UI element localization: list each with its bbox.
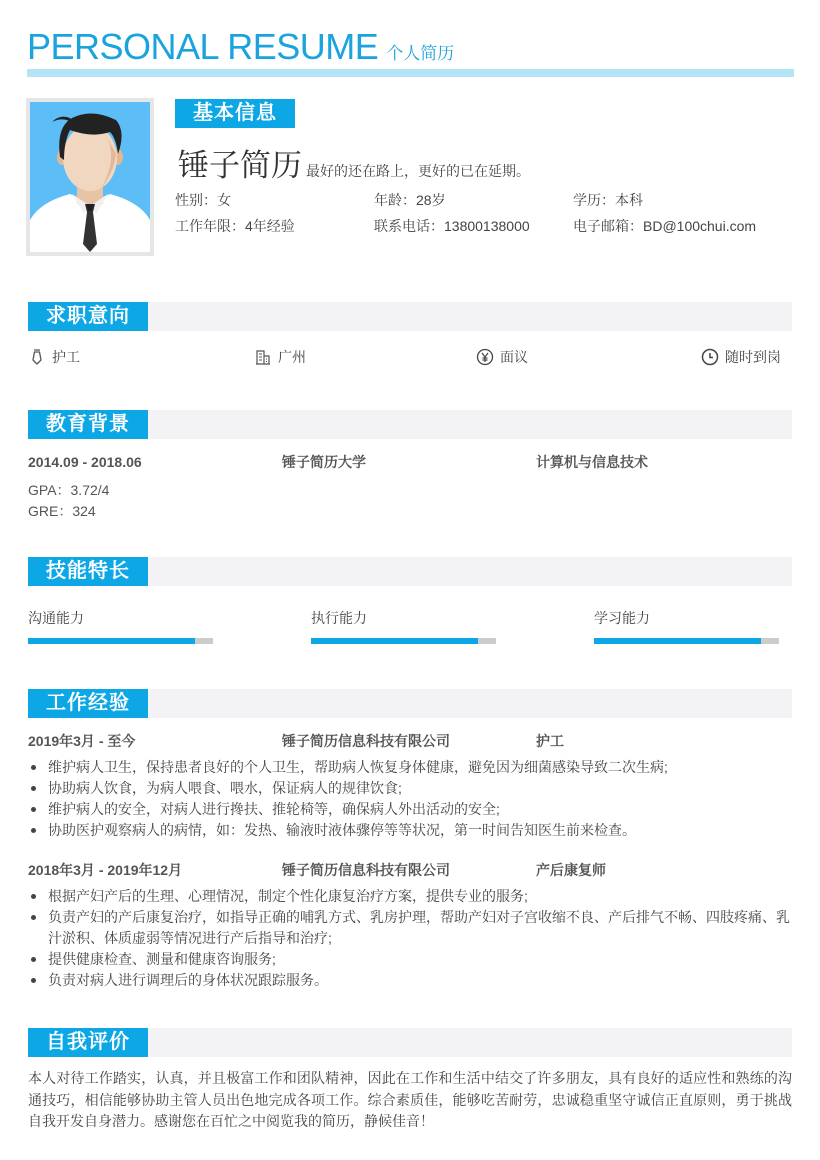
job-entry [28,731,792,841]
job-duty-item: 协助病人饮食，为病人喂食、喂水，保证病人的规律饮食; [28,778,792,799]
name-row [178,140,530,185]
intent-availability-text: 随时到岗 [725,349,781,365]
intent-city-text: 广州 [278,349,306,365]
job-header [28,731,792,751]
job-duties [28,757,792,841]
skill-label: 执行能力 [311,610,367,626]
section-header-job-intent [28,302,792,331]
skill-progress-fill [311,638,478,644]
job-duties [28,886,792,991]
title-english: PERSONAL RESUME [27,26,379,67]
section-tag-work: 工作经验 [28,689,148,718]
skill-item [594,608,779,644]
intent-position-text: 护工 [52,349,80,365]
education-school: 锤子简历大学 [282,454,366,470]
intent-city [254,346,306,368]
intent-availability [701,346,781,368]
job-header [28,860,792,880]
job-entry [28,860,792,991]
job-company: 锤子简历信息科技有限公司 [282,862,450,878]
section-header-skills [28,557,792,586]
skills-list [28,608,792,648]
info-email[interactable]: 电子邮箱：BD@100chui.com [573,218,757,234]
title-chinese: 个人简历 [386,44,455,63]
job-duty-item: 提供健康检查、测量和健康咨询服务; [28,949,792,970]
education-gpa: GPA：3.72/4 [28,482,110,498]
avatar-photo [30,102,150,252]
basic-info-grid [175,190,795,236]
yen-icon [476,348,494,366]
job-company: 锤子简历信息科技有限公司 [282,733,450,749]
skill-item [28,608,213,644]
skill-progress-bar [594,638,779,644]
education-entry [28,452,792,517]
job-duty-item: 负责产妇的产后康复治疗，如指导正确的哺乳方式、乳房护理，帮助产妇对子宫收缩不良、产后排气不畅、四肢疼痛、乳汁淤积、体质虚弱等情况进行产后指导和治疗; [28,907,792,949]
clock-icon [701,348,719,366]
section-tag-self-eval: 自我评价 [28,1028,148,1057]
job-position: 护工 [536,733,564,749]
intent-position [28,346,80,368]
section-header-work [28,689,792,718]
job-intent-row [28,346,792,368]
skill-item [311,608,496,644]
job-duty-item: 维护病人的安全，对病人进行搀扶、推轮椅等，确保病人外出活动的安全; [28,799,792,820]
section-tag-job-intent: 求职意向 [28,302,148,331]
job-duty-item: 维护病人卫生，保持患者良好的个人卫生，帮助病人恢复身体健康，避免因为细菌感染导致二次生病; [28,757,792,778]
resume-title [27,26,454,68]
info-age: 年龄：28岁 [374,192,446,208]
education-gre: GRE：324 [28,503,96,519]
tie-icon [28,348,46,366]
skill-progress-fill [28,638,195,644]
intent-salary-text: 面议 [500,349,528,365]
job-duty-item: 负责对病人进行调理后的身体状况跟踪服务。 [28,970,792,991]
self-evaluation-text: 本人对待工作踏实，认真，并且极富工作和团队精神，因此在工作和生活中结交了许多朋友，具有良好的适应性和熟练的沟通技巧，相信能够协助主管人员出色地完成各项工作。综合素质佳，能够吃苦耐劳，忠诚稳重坚守诚信正直原则，勇于挑战自我开发自身潜力。感谢您在百忙之中阅览我的简历，静候佳音！ [28,1070,792,1129]
education-header [28,452,792,472]
candidate-name: 锤子简历 [178,148,302,183]
building-icon [254,348,272,366]
skill-label: 沟通能力 [28,610,84,626]
section-header-self-eval [28,1028,792,1057]
info-education: 学历：本科 [573,192,643,208]
info-phone[interactable]: 联系电话：13800138000 [374,218,530,234]
person-avatar-icon [30,102,150,252]
education-period: 2014.09 - 2018.06 [28,454,142,470]
job-period: 2018年3月 - 2019年12月 [28,862,183,878]
avatar [26,98,154,256]
job-position: 产后康复师 [536,862,606,878]
job-period: 2019年3月 - 至今 [28,733,136,749]
candidate-motto: 最好的还在路上，更好的已在延期。 [306,163,530,179]
info-work-years: 工作年限：4年经验 [175,218,295,234]
job-duty-item: 根据产妇产后的生理、心理情况，制定个性化康复治疗方案，提供专业的服务; [28,886,792,907]
skill-progress-fill [594,638,761,644]
skill-label: 学习能力 [594,610,650,626]
job-duty-item: 协助医护观察病人的病情，如：发热、输液时液体骤停等等状况，第一时间告知医生前来检查。 [28,820,792,841]
skill-progress-bar [311,638,496,644]
skill-progress-bar [28,638,213,644]
title-underline-bar [27,69,794,77]
intent-salary [476,346,528,368]
section-tag-education: 教育背景 [28,410,148,439]
education-major: 计算机与信息技术 [536,454,648,470]
section-header-education [28,410,792,439]
info-gender: 性别：女 [175,192,231,208]
section-tag-skills: 技能特长 [28,557,148,586]
section-tag-basic-info: 基本信息 [175,99,295,128]
